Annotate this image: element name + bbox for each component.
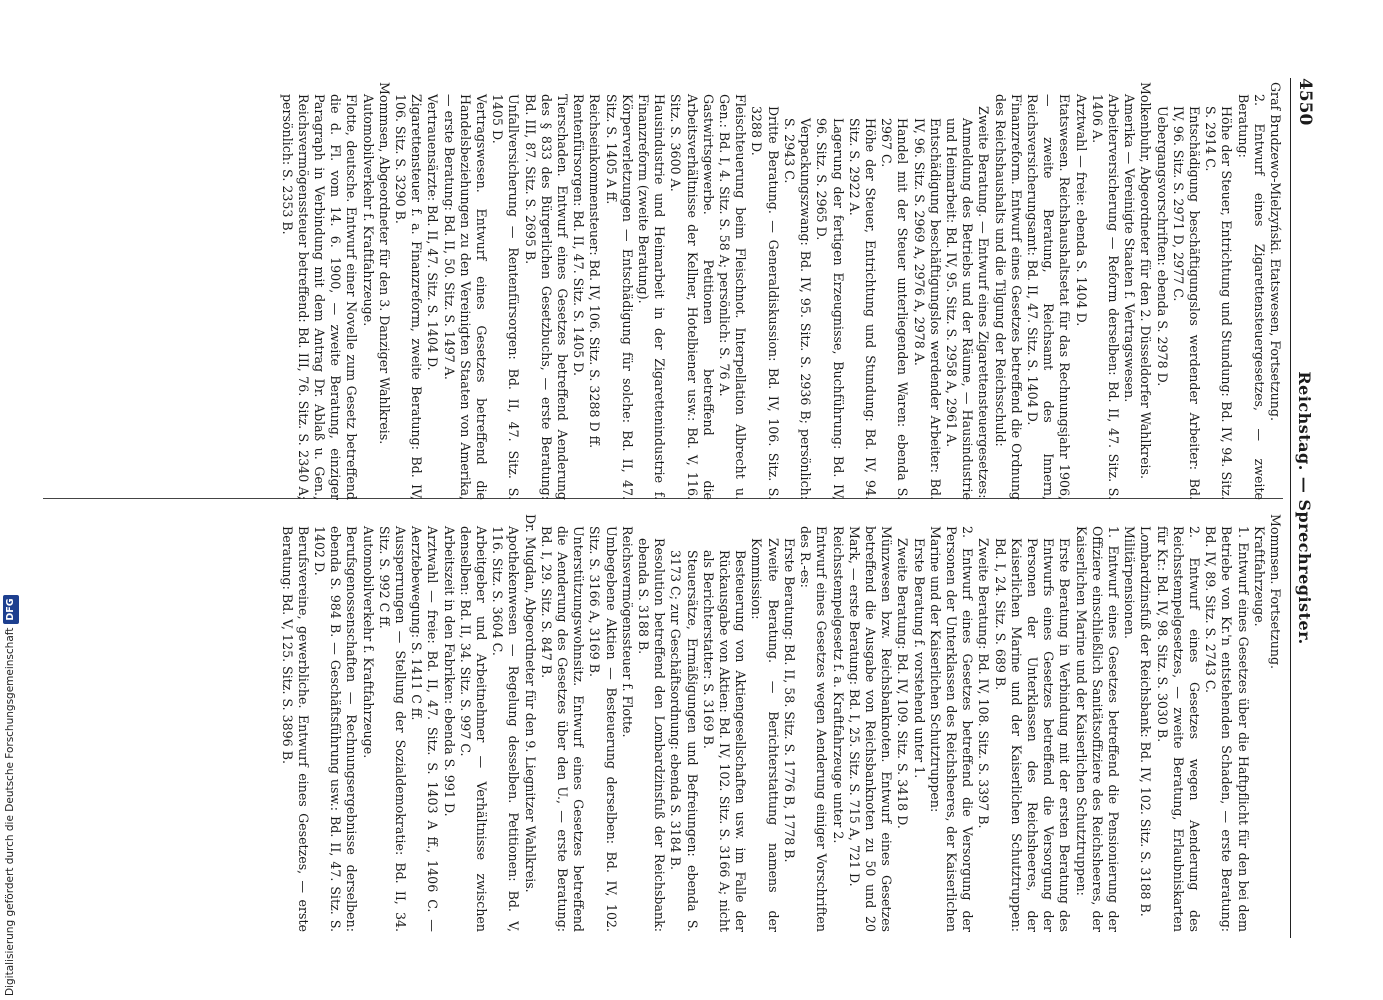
register-entry: Entschädigung beschäftigungslos werdender Arbeiter: Bd. IV, 96. Sitz. S. 2969 A, 2976 A, 2978 A. — [911, 118, 943, 500]
digitization-credit-strip — [2, 600, 18, 996]
register-entry: Finanzreform. Entwurf eines Gesetzes betreffend die Ordnung des Reichshaushalts und die Tilgung der Reichsschuld: — [992, 94, 1024, 500]
register-entry: Steuersätze, Ermäßigungen und Befreiungen: ebenda S. 3173 C; zur Geschäftsordnung: ebenda S. 3184 B. — [668, 550, 700, 932]
register-entry: Besteuerung von Aktiengesellschaften usw. im Falle der Rückausgabe von Aktien: Bd. IV, 102. Sitz. S. 3166 A; nicht als Berichterstatter: S. 3169 B. — [700, 550, 749, 932]
register-entry: Etatswesen. Reichshaushaltsetat für das Rechnungsjahr 1906, — zweite Beratung, Reichsamt des Innern, Reichsversicherungsamt: Bd. II, 47. Sitz. S. 1404 D. — [1024, 94, 1073, 500]
register-entry: Dritte Beratung. — Generaldiskussion: Bd. IV, 106. Sitz. S. 3288 D. — [749, 106, 781, 500]
register-entry: Vertragswesen. Entwurf eines Gesetzes betreffend die Handelsbeziehungen zu den Vereinigten Staaten von Amerika, — erste Beratung: Bd. II, 50. Sitz. S. 1497 A. — [441, 94, 490, 500]
register-entry: Berufsgenossenschaften — Rechnungsergebnisse derselben: ebenda S. 984 B. — Geschäftsführung usw.: Bd. II, 47. Sitz. S. 1402 D. — [312, 526, 360, 932]
register-entry: Vertrauensärzte: Bd. II, 47. Sitz. S. 1404 D. — [425, 94, 441, 371]
register-entry: 2. Entwurf eines Zigarettensteuergesetzes, — zweite Beratung: — [1235, 94, 1267, 500]
page-header — [1290, 78, 1319, 938]
register-entry: Mommsen, Abgeordneter für den 3. Danziger Wahlkreis. — [376, 82, 392, 445]
register-entry: Zigarettensteuer f. a. Finanzreform, zweite Beratung: Bd. IV, 106. Sitz. S. 3290 B. — [393, 94, 425, 500]
register-entry: 2. Entwurf eines Gesetzes betreffend die Versorgung der Personen der Unterklassen des Reichsheeres, der Kaiserlichen Marine und der Kaiserlichen Schutztruppen: — [927, 526, 976, 932]
register-entry: Reichsstempelgesetz f. a. Kraftfahrzeuge unter 2. — [830, 526, 846, 844]
register-entry: Militärpensionen. — [1122, 526, 1138, 639]
dfg-logo: DFG — [3, 595, 19, 623]
register-entry: Erste Beratung in Verbindung mit der ersten Beratung des Entwurfs eines Gesetzes betreffend die Versorgung der Personen der Unterklassen des Reichsheeres, der Kaiserlichen Marine und der Kaiserlichen Schutztruppen: Bd. I, 24. Sitz. S. 689 B. — [992, 538, 1073, 932]
register-entry: Umbegebene Aktien — Besteuerung derselben: Bd. IV, 102. Sitz. S. 3166 A, 3169 B. — [587, 526, 619, 932]
register-entry: Automobilverkehr f. Kraftfahrzeuge. — [360, 526, 376, 759]
register-entry: Hausindustrie und Heimarbeit in der Zigarettenindustrie f. Finanzreform (zweite Beratung). — [636, 94, 668, 500]
register-entry: Uebergangsvorschriften: ebenda S. 2978 D. — [1154, 106, 1170, 387]
register-entry: Dr. Mugdan, Abgeordneter für den 9. Liegnitzer Wahlkreis. — [522, 514, 538, 893]
register-entry: Kraftfahrzeuge. — [1251, 526, 1267, 627]
register-entry: 1. Entwurf eines Gesetzes über die Haftpflicht für den bei dem Betriebe von Kr.'n entstehenden Schaden, — erste Beratung: Bd. IV, 89. Sitz. S. 2743 C. — [1203, 526, 1251, 932]
register-entry: Erste Beratung f. vorstehend unter 1. — [911, 538, 927, 779]
register-entry: Amerika — Vereinigte Staaten f. Vertragswesen. — [1122, 94, 1138, 403]
register-entry: Arztwahl — freie: ebenda S. 1404 D. — [1073, 94, 1089, 327]
register-entry: Resolution betreffend den Lombardzinsfuß der Reichsbank: ebenda S. 3188 B. — [636, 538, 668, 932]
register-entry: Höhe der Steuer, Entrichtung und Stundung: Bd. IV, 94. Sitz. S. 2922 A. — [846, 118, 878, 500]
register-entry: Handel mit der Steuer unterliegenden Waren: ebenda S. 2967 C. — [879, 118, 911, 500]
register-entry: Entwurf eines Gesetzes wegen Aenderung einiger Vorschriften des R.-es: — [798, 526, 830, 932]
register-entry: Aussperrungen — Stellung der Sozialdemokratie: Bd. II, 34. Sitz. S. 992 C ff. — [376, 526, 409, 932]
register-entry: Zweite Beratung. — Entwurf eines Zigarettensteuergesetzes: — [976, 106, 992, 499]
page-number: 4550 — [1295, 78, 1315, 126]
register-entry: Zweite Beratung: Bd. IV, 109. Sitz. S. 3418 D. — [895, 538, 911, 829]
digitization-credit: Digitalisierung gefördert durch die Deutsche Forschungsgemeinschaft — [4, 627, 16, 996]
register-entry: Münzwesen bzw. Reichsbanknoten. Entwurf eines Gesetzes betreffend die Ausgabe von Reichsbanknoten zu 50 und 20 Mark, — erste Beratung: Bd. I, 25. Sitz. S. 715 A, 721 D. — [846, 526, 895, 932]
register-entry: Zweite Beratung. — Berichterstattung namens der Kommission: — [749, 538, 781, 932]
register-entry: Zweite Beratung: Bd. IV, 108. Sitz. S. 3397 B. — [976, 538, 992, 829]
register-entry: Flotte, deutsche. Entwurf einer Novelle zum Gesetz betreffend die d. Fl. vom 14. 6. 1900, — zweite Beratung, einziger Paragraph in Verbindung mit dem Antrag Dr. Ablaß u. Gen., Reichsvermögenssteuer betreffend: Bd. III, 76. Sitz. S. 2340 A; persönlich: S. 2353 B. — [279, 94, 360, 500]
register-entry: Tierschaden. Entwurf eines Gesetzes betreffend Aenderung des § 833 des Bürgerlichen Gesetzbuchs, — erste Beratung: Bd. III, 87. Sitz. S. 2695 B. — [522, 94, 571, 500]
register-entry: 1. Entwurf eines Gesetzes betreffend die Pensionierung der Offiziere einschließlich Sanitätsoffiziere des Reichsheeres, der Kaiserlichen Marine und der Kaiserlichen Schutztruppen: — [1073, 526, 1121, 932]
register-entry: Anmeldung des Betriebs und der Räume, — Hausindustrie und Heimarbeit: Bd. IV, 95. Sitz. S. 2958 A, 2961 A. — [943, 118, 976, 500]
register-entry: Verpackungszwang: Bd. IV, 95. Sitz. S. 2936 B; persönlich: S. 2943 C. — [781, 118, 814, 500]
register-entry: Lombardzinsfuß der Reichsbank: Bd. IV, 102. Sitz. S. 3188 B. — [1138, 526, 1154, 917]
register-entry: Reichseinkommensteuer: Bd. IV, 106. Sitz. S. 3288 D ff. — [587, 94, 603, 449]
register-entry: Körperverletzungen — Entschädigung für solche: Bd. II, 47. Sitz. S. 1405 A ff. — [603, 94, 635, 500]
register-entry: Berufsvereine, gewerbliche. Entwurf eines Gesetzes, — erste Beratung: Bd. V, 125. Sitz. S. 3896 B. — [279, 526, 311, 932]
register-entry: Entschädigung beschäftigungslos werdender Arbeiter: Bd. IV, 96. Sitz. S. 2971 D, 2977 C. — [1170, 106, 1202, 500]
register-entry: 2. Entwurf eines Gesetzes wegen Aenderung des Reichsstempelgesetzes, — zweite Beratung, Erlaubniskarten für Kr.: Bd. IV, 98. Sitz. S. 3030 B. — [1154, 526, 1202, 932]
register-entry: Molkenbuhr, Abgeordneter für den 2. Düsseldorfer Wahlkreis. — [1138, 82, 1154, 480]
right-column — [23, 514, 1283, 932]
register-entry: Höhe der Steuer, Entrichtung und Stundung: Bd. IV, 94. Sitz. S. 2914 C. — [1203, 106, 1235, 500]
left-column — [23, 82, 1283, 500]
register-entry: Unfallversicherung — Rentenfürsorgen: Bd. II, 47. Sitz. S. 1405 D. — [490, 94, 522, 500]
register-entry: Automobilverkehr f. Kraftfahrzeuge. — [360, 94, 376, 327]
register-entry: Arbeiterversicherung — Reform derselben: Bd. II, 47. Sitz. S. 1406 A. — [1089, 94, 1121, 500]
register-entry: Gastwirtsgewerbe. Petitionen betreffend die Arbeitsverhältnisse der Kellner, Hotelbiener usw.: Bd. V, 116. Sitz. S. 3600 A. — [668, 94, 716, 500]
register-entry: Fleischteuerung beim Fleischnot. Interpellation Albrecht u. Gen.: Bd. I, 4. Sitz. S. 58 A; persönlich: S. 76 A. — [717, 94, 749, 500]
running-title: Reichstag. — Sprechregister. — [1295, 371, 1314, 645]
register-entry: Erste Beratung: Bd. II, 58. Sitz. S. 1776 B, 1778 B. — [781, 538, 797, 863]
register-entry: Mommsen. Fortsetzung. — [1268, 514, 1283, 670]
register-entry: Graf Brudzewo-Mielzyński. Etatswesen, Fortsetzung. — [1268, 82, 1283, 421]
register-entry: Lagerung der fertigen Erzeugnisse, Buchführung: Bd. IV, 96. Sitz. S. 2965 D. — [814, 118, 846, 500]
register-entry: Rentenfürsorgen: Bd. II, 47. Sitz. S. 1405 D. — [571, 94, 587, 376]
register-entry: Arbeitszeit in den Fabriken: ebenda S. 991 D. — [441, 526, 457, 817]
register-entry: Reichsvermögenssteuer f. Flotte. — [619, 526, 635, 738]
register-entry: Arztwahl — freie: Bd. II, 47. Sitz. S. 1403 A ff., 1406 C. — Aerztebewegung: S. 1411 C ff. — [409, 526, 441, 932]
register-entry: Unterstützungswohnsitz. Entwurf eines Gesetzes betreffend die Aenderung des Gesetzes über den U., — erste Beratung: Bd. I, 29. Sitz. S. 847 B. — [538, 526, 587, 932]
register-entry: Apothekenwesen — Regelung desselben. Petitionen: Bd. V, 116. Sitz. S. 3604 C. — [490, 526, 522, 932]
register-entry: Arbeitgeber und Arbeitnehmer — Verhältnisse zwischen denselben: Bd. II, 34. Sitz. S. 997 C. — [457, 526, 490, 932]
